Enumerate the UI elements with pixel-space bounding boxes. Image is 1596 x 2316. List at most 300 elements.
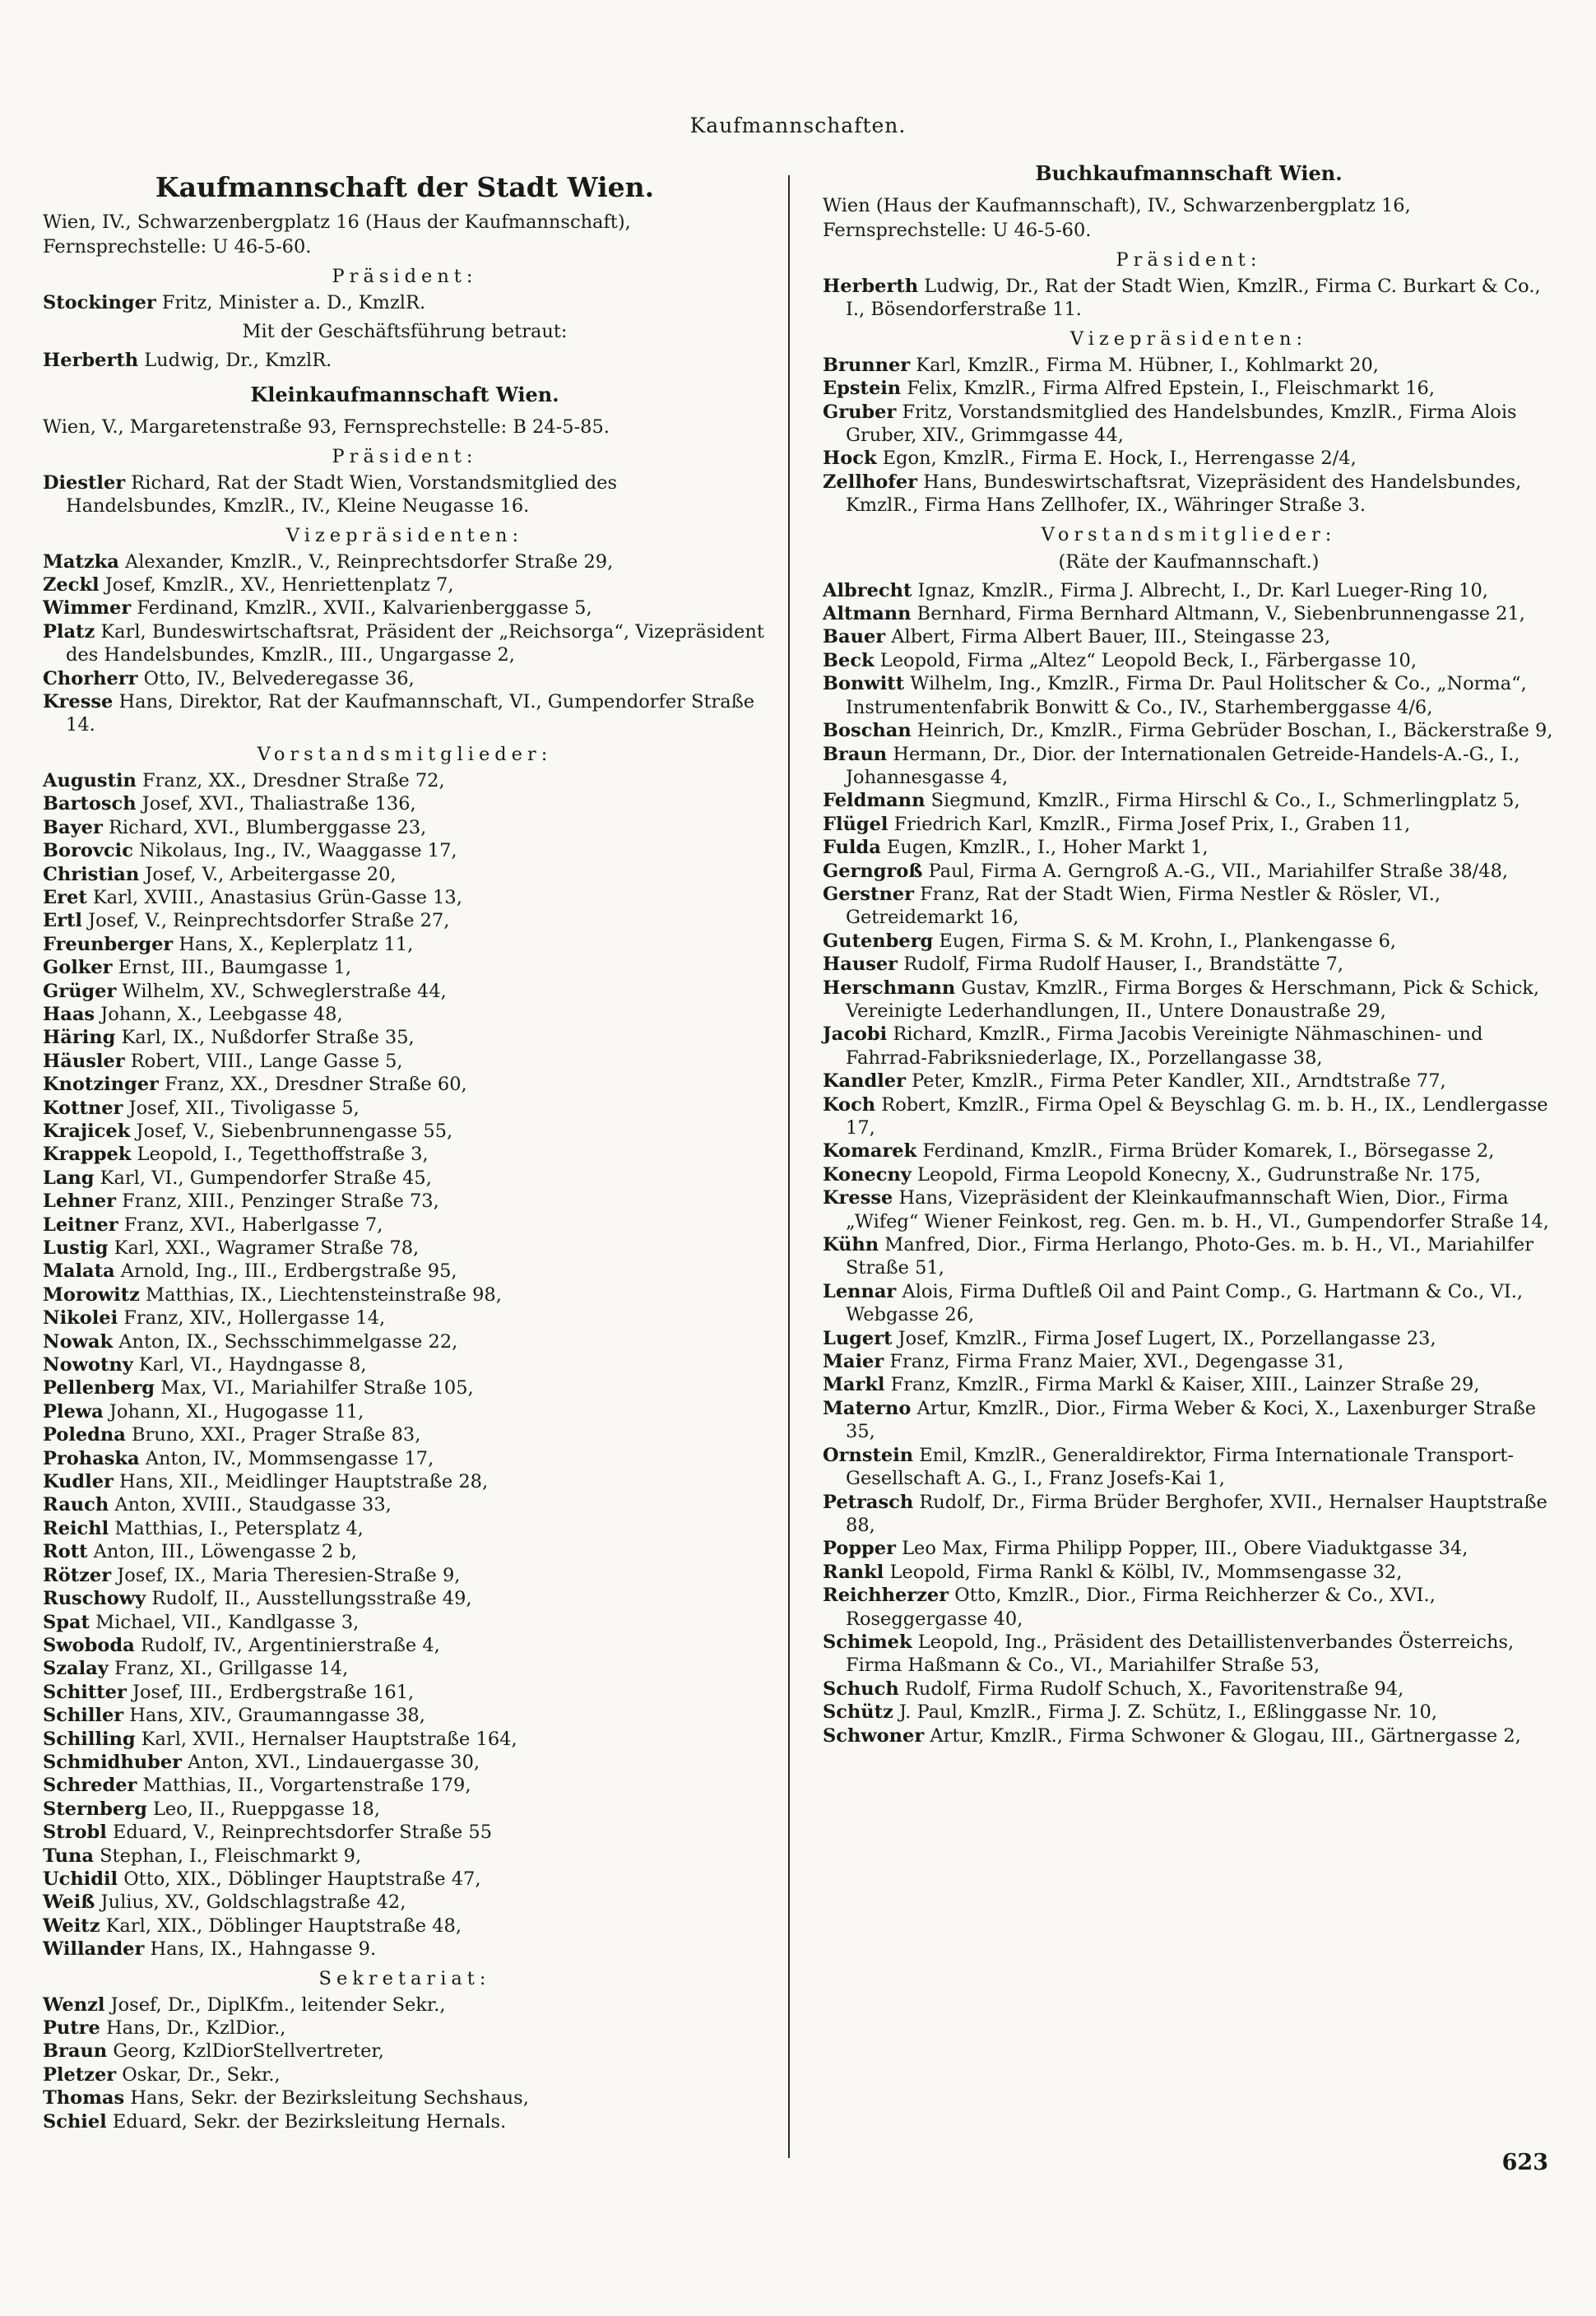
- list-item: [43, 573, 767, 596]
- sekretariat-heading: Sekretariat:: [318, 1967, 491, 1989]
- klein-praesident-heading: Präsident:: [332, 445, 478, 467]
- entry-name: Reichl: [43, 1517, 109, 1539]
- entry-details: Josef, KmzlR., Firma Josef Lugert, IX., Porzellangasse 23,: [892, 1327, 1436, 1349]
- list-item: [823, 930, 1555, 953]
- list-item: [43, 2110, 767, 2133]
- entry-details: Ludwig, Dr., Rat der Stadt Wien, KmzlR., Firma C. Burkart & Co., I., Bösendorferstraße 11.: [846, 276, 1541, 321]
- entry-details: Hans, X., Keplerplatz 11,: [173, 933, 414, 955]
- entry-name: Gruber: [823, 401, 897, 423]
- entry-details: Josef, XVI., Thaliastraße 136,: [136, 793, 416, 815]
- entry-name: Flügel: [823, 813, 888, 835]
- entry-details: Franz, XIII., Penzinger Straße 73,: [116, 1190, 439, 1213]
- list-item: [823, 672, 1555, 719]
- entry-details: Robert, KmzlR., Firma Opel & Beyschlag G. m. b. H., IX., Lendlergasse 17,: [846, 1093, 1548, 1139]
- list-item: [823, 1491, 1555, 1538]
- list-item: [823, 1280, 1555, 1327]
- entry-details: Robert, VIII., Lange Gasse 5,: [124, 1050, 403, 1072]
- entry-details: Karl, IX., Nußdorfer Straße 35,: [115, 1027, 415, 1049]
- entry-name: Haas: [43, 1003, 95, 1025]
- entry-name: Schitter: [43, 1681, 127, 1703]
- left-gf-heading: Mit der Geschäftsführung betraut:: [242, 321, 568, 343]
- entry-name: Spat: [43, 1611, 90, 1633]
- list-item: [43, 1353, 767, 1376]
- entry-details: Hans, XII., Meidlinger Hauptstraße 28,: [113, 1471, 489, 1493]
- entry-name: Malata: [43, 1260, 115, 1283]
- list-item: [43, 1120, 767, 1143]
- entry-details: Eugen, Firma S. & M. Krohn, I., Plankengasse 6,: [933, 930, 1397, 952]
- right-vorstand-list: [823, 579, 1555, 1747]
- entry-details: Hermann, Dr., Dior. der Internationalen Getreide-Handels-A.-G., I., Johannesgasse 4,: [846, 743, 1520, 788]
- entry-name: Golker: [43, 957, 113, 979]
- list-item: [43, 1993, 767, 2017]
- entry-details: Leopold, Firma Rankl & Kölbl, IV., Mommsengasse 32,: [884, 1561, 1403, 1583]
- right-vorstand-heading: Vorstandsmitglieder:: [1041, 523, 1337, 545]
- list-item: [43, 596, 767, 620]
- entry-details: Franz, XI., Grillgasse 14,: [108, 1658, 349, 1680]
- entry-details: Otto, XIX., Döblinger Hauptstraße 47,: [118, 1868, 481, 1890]
- sekretariat-list: [43, 1993, 767, 2133]
- entry-name: Epstein: [823, 378, 902, 400]
- entry-name: Schilling: [43, 1728, 136, 1750]
- entry-name: Gerngroß: [823, 860, 923, 882]
- list-item: [823, 1631, 1555, 1678]
- entry-name: Platz: [43, 620, 95, 643]
- list-item: [823, 860, 1555, 883]
- right-vize-heading: Vizepräsidenten:: [1069, 327, 1308, 350]
- list-item: [823, 1373, 1555, 1396]
- list-item: [823, 977, 1555, 1023]
- list-item: [43, 550, 767, 573]
- entry-name: Schiller: [43, 1705, 124, 1727]
- entry-details: Josef, XII., Tivoligasse 5,: [123, 1097, 360, 1119]
- list-item: [823, 1186, 1555, 1233]
- entry-details: Bernhard, Firma Bernhard Altmann, V., Siebenbrunnengasse 21,: [911, 603, 1525, 625]
- klein-title: Kleinkaufmannschaft Wien.: [250, 382, 559, 406]
- entry-name: Kottner: [43, 1097, 123, 1119]
- entry-details: Hans, XIV., Graumanngasse 38,: [123, 1705, 425, 1727]
- list-item: [43, 620, 767, 667]
- entry-name: Pellenberg: [43, 1377, 155, 1399]
- list-item: [823, 1070, 1555, 1093]
- entry-name: Willander: [43, 1938, 145, 1961]
- list-item: [823, 602, 1555, 625]
- entry-details: Johann, XI., Hugogasse 11,: [103, 1400, 364, 1423]
- list-item: [43, 909, 767, 932]
- entry-details: Josef, V., Arbeitergasse 20,: [139, 863, 397, 885]
- page-number: 623: [1501, 2150, 1548, 2175]
- entry-details: Artur, KmzlR., Dior., Firma Weber & Koci, X., Laxenburger Straße 35,: [846, 1397, 1537, 1443]
- list-item: [43, 886, 767, 909]
- right-praesident-heading: Präsident:: [1116, 249, 1262, 271]
- list-item: [823, 1327, 1555, 1350]
- entry-details: Julius, XV., Goldschlagstraße 42,: [95, 1891, 406, 1914]
- entry-name: Herberth: [43, 350, 139, 372]
- entry-name: Putre: [43, 2017, 100, 2039]
- entry-name: Krajicek: [43, 1120, 131, 1142]
- entry-name: Tuna: [43, 1845, 94, 1867]
- entry-details: Alexander, KmzlR., V., Reinprechtsdorfer Straße 29,: [118, 550, 614, 573]
- entry-details: Alois, Firma Duftleß Oil and Paint Comp., G. Hartmann & Co., VI., Webgasse 26,: [846, 1280, 1524, 1326]
- entry-details: Karl, KmzlR., Firma M. Hübner, I., Kohlmarkt 20,: [910, 354, 1379, 376]
- entry-name: Plewa: [43, 1400, 104, 1423]
- entry-name: Boschan: [823, 720, 912, 742]
- entry-name: Koch: [823, 1093, 876, 1116]
- list-item: [43, 1938, 767, 1961]
- list-item: [43, 1868, 767, 1891]
- entry-details: Karl, XVIII., Anastasius Grün-Gasse 13,: [86, 886, 462, 908]
- entry-name: Ertl: [43, 910, 82, 932]
- entry-name: Schuch: [823, 1678, 899, 1700]
- list-item: [43, 1190, 767, 1213]
- list-item: [823, 401, 1555, 448]
- entry-name: Christian: [43, 863, 140, 885]
- left-title: Kaufmannschaft der Stadt Wien.: [155, 171, 655, 203]
- list-item: [43, 2086, 767, 2109]
- entry-details: Karl, XVII., Hernalser Hauptstraße 164,: [135, 1728, 517, 1750]
- right-title: Buchkaufmannschaft Wien.: [1035, 161, 1343, 185]
- entry-name: Kudler: [43, 1471, 114, 1493]
- entry-name: Rauch: [43, 1494, 109, 1516]
- entry-details: Georg, KzlDiorStellvertreter,: [107, 2040, 384, 2063]
- entry-name: Popper: [823, 1538, 896, 1560]
- entry-details: Max, VI., Mariahilfer Straße 105,: [155, 1377, 474, 1399]
- entry-name: Reichherzer: [823, 1585, 949, 1607]
- entry-details: Franz, XX., Dresdner Straße 72,: [136, 769, 445, 791]
- list-item: [43, 2040, 767, 2063]
- entry-details: Felix, KmzlR., Firma Alfred Epstein, I., Fleischmarkt 16,: [901, 378, 1436, 400]
- left-address: Wien, IV., Schwarzenbergplatz 16 (Haus der Kaufmannschaft), Fernsprechstelle: U 46-5-60.: [43, 211, 631, 258]
- list-item: [43, 1330, 767, 1353]
- list-item: [43, 1073, 767, 1096]
- list-item: [43, 863, 767, 886]
- entry-details: Josef, Dr., DiplKfm., leitender Sekr.,: [104, 1993, 446, 2016]
- entry-details: Ignaz, KmzlR., Firma J. Albrecht, I., Dr. Karl Lueger-Ring 10,: [912, 579, 1488, 601]
- entry-details: Anton, XVIII., Staudgasse 33,: [109, 1494, 392, 1516]
- entry-name: Wenzl: [43, 1993, 105, 2016]
- entry-details: Peter, KmzlR., Firma Peter Kandler, XII., Arndtstraße 77,: [905, 1070, 1446, 1093]
- entry-details: Rudolf, IV., Argentinierstraße 4,: [134, 1634, 440, 1656]
- list-item: [43, 839, 767, 862]
- right-address: Wien (Haus der Kaufmannschaft), IV., Schwarzenbergplatz 16, Fernsprechstelle: U 46-5-60.: [823, 195, 1411, 241]
- list-item: [43, 1611, 767, 1634]
- entry-details: Leo Max, Firma Philipp Popper, III., Obere Viaduktgasse 34,: [895, 1538, 1468, 1560]
- entry-name: Kühn: [823, 1234, 879, 1256]
- entry-details: Josef, KmzlR., XV., Henriettenplatz 7,: [99, 574, 454, 596]
- entry-name: Petrasch: [823, 1491, 914, 1513]
- entry-details: Ferdinand, KmzlR., Firma Brüder Komarek, I., Börsegasse 2,: [916, 1140, 1495, 1163]
- entry-details: Leopold, Firma „Altez“ Leopold Beck, I., Färbergasse 10,: [874, 649, 1417, 671]
- entry-name: Ornstein: [823, 1444, 914, 1466]
- entry-name: Swoboda: [43, 1634, 135, 1656]
- entry-name: Konecny: [823, 1163, 912, 1186]
- list-item: [43, 1821, 767, 1844]
- entry-details: Hans, Vizepräsident der Kleinkaufmannschaft Wien, Dior., Firma „Wifeg“ Wiener Feinkost, reg. Gen. m. b. H., VI., Gumpendorfer Straße 14,: [846, 1187, 1549, 1232]
- entry-details: Siegmund, KmzlR., Firma Hirschl & Co., I., Schmerlingplatz 5,: [925, 790, 1520, 812]
- list-item: [43, 471, 767, 518]
- entry-details: Heinrich, Dr., KmzlR., Firma Gebrüder Boschan, I., Bäckerstraße 9,: [911, 720, 1553, 742]
- entry-details: Friedrich Karl, KmzlR., Firma Josef Prix, I., Graben 11,: [888, 813, 1411, 835]
- list-item: [43, 1587, 767, 1610]
- list-item: [43, 1798, 767, 1821]
- list-item: [823, 789, 1555, 812]
- list-item: [823, 1537, 1555, 1560]
- list-item: [823, 1444, 1555, 1491]
- entry-details: Albert, Firma Albert Bauer, III., Steingasse 23,: [885, 626, 1331, 648]
- entry-details: Fritz, Vorstandsmitglied des Handelsbundes, KmzlR., Firma Alois Gruber, XIV., Grimmgasse 44,: [846, 401, 1517, 447]
- list-item: [43, 792, 767, 815]
- entry-name: Fulda: [823, 837, 881, 859]
- entry-name: Thomas: [43, 2087, 125, 2109]
- list-item: [823, 1397, 1555, 1444]
- entry-name: Diestler: [43, 471, 126, 494]
- left-column: [43, 165, 767, 2133]
- entry-details: Leopold, I., Tegetthoffstraße 3,: [131, 1144, 429, 1166]
- entry-details: Hans, Bundeswirtschaftsrat, Vizepräsident des Handelsbundes, KmzlR., Firma Hans Zellhofer, IX., Währinger Straße 3.: [846, 471, 1522, 517]
- entry-details: Franz, Rat der Stadt Wien, Firma Nestler & Rösler, VI., Getreidemarkt 16,: [846, 883, 1441, 929]
- list-item: [43, 291, 767, 314]
- list-item: [823, 579, 1555, 602]
- entry-name: Brunner: [823, 354, 911, 376]
- list-item: [823, 625, 1555, 648]
- list-item: [43, 1423, 767, 1446]
- list-item: [823, 719, 1555, 742]
- entry-name: Stockinger: [43, 292, 156, 313]
- list-item: [43, 2017, 767, 2040]
- right-praesident-list: [823, 275, 1555, 322]
- entry-name: Eret: [43, 886, 87, 908]
- entry-name: Matzka: [43, 550, 119, 573]
- entry-details: Josef, IX., Maria Theresien-Straße 9,: [111, 1564, 461, 1586]
- entry-details: Bruno, XXI., Prager Straße 83,: [125, 1424, 421, 1446]
- list-item: [823, 743, 1555, 790]
- list-item: [43, 1540, 767, 1563]
- entry-name: Strobl: [43, 1822, 107, 1844]
- list-item: [43, 349, 767, 372]
- list-item: [43, 1050, 767, 1073]
- entry-name: Komarek: [823, 1140, 917, 1163]
- entry-name: Beck: [823, 649, 875, 671]
- entry-details: Nikolaus, Ing., IV., Waaggasse 17,: [132, 840, 457, 862]
- list-item: [43, 1376, 767, 1399]
- entry-details: Rudolf, Firma Rudolf Schuch, X., Favoritenstraße 94,: [898, 1678, 1404, 1700]
- list-item: [43, 1891, 767, 1914]
- entry-name: Poledna: [43, 1424, 126, 1446]
- entry-name: Häring: [43, 1027, 116, 1049]
- entry-name: Prohaska: [43, 1447, 140, 1469]
- entry-details: Arnold, Ing., III., Erdbergstraße 95,: [114, 1260, 457, 1283]
- entry-name: Knotzinger: [43, 1074, 159, 1096]
- list-item: [823, 1233, 1555, 1280]
- column-divider: [788, 175, 790, 2158]
- entry-name: Rott: [43, 1541, 88, 1563]
- list-item: [43, 1260, 767, 1283]
- entry-details: Franz, KmzlR., Firma Markl & Kaiser, XIII., Lainzer Straße 29,: [884, 1374, 1480, 1396]
- entry-name: Lennar: [823, 1280, 897, 1302]
- entry-details: Ludwig, Dr., KmzlR.: [138, 350, 332, 372]
- list-item: [823, 377, 1555, 400]
- entry-details: Karl, VI., Haydngasse 8,: [132, 1354, 367, 1376]
- entry-name: Hauser: [823, 954, 898, 976]
- list-item: [43, 956, 767, 979]
- entry-name: Markl: [823, 1374, 885, 1396]
- entry-details: Rudolf, Dr., Firma Brüder Berghofer, XVII., Hernalser Hauptstraße 88,: [846, 1491, 1547, 1536]
- list-item: [823, 1701, 1555, 1724]
- entry-details: Anton, XVI., Lindauergasse 30,: [182, 1751, 480, 1773]
- entry-name: Ruschowy: [43, 1588, 146, 1610]
- entry-name: Häusler: [43, 1050, 125, 1072]
- list-item: [43, 769, 767, 792]
- right-column: [823, 161, 1555, 1747]
- entry-name: Schwoner: [823, 1724, 925, 1747]
- entry-details: Richard, XVI., Blumberggasse 23,: [102, 816, 427, 838]
- list-item: [43, 1283, 767, 1307]
- list-item: [823, 471, 1555, 518]
- entry-name: Pletzer: [43, 2063, 117, 2086]
- entry-details: Emil, KmzlR., Generaldirektor, Firma Internationale Transport-Gesellschaft A. G., I., Franz Josefs-Kai 1,: [846, 1444, 1515, 1490]
- list-item: [43, 1003, 767, 1026]
- entry-details: Josef, V., Reinprechtsdorfer Straße 27,: [81, 910, 450, 932]
- entry-name: Chorherr: [43, 667, 138, 689]
- entry-details: Franz, XX., Dresdner Straße 60,: [158, 1074, 467, 1096]
- entry-details: Josef, III., Erdbergstraße 161,: [126, 1681, 415, 1703]
- left-vorstand-heading: Vorstandsmitglieder:: [257, 743, 553, 765]
- entry-details: Hans, IX., Hahngasse 9.: [144, 1938, 377, 1961]
- list-item: [43, 980, 767, 1003]
- entry-details: Leopold, Firma Leopold Konecny, X., Gudrunstraße Nr. 175,: [911, 1163, 1482, 1186]
- list-item: [43, 1214, 767, 1237]
- list-item: [823, 1023, 1555, 1070]
- entry-name: Augustin: [43, 769, 137, 791]
- entry-name: Lehner: [43, 1190, 117, 1213]
- entry-name: Bayer: [43, 816, 103, 838]
- entry-details: J. Paul, KmzlR., Firma J. Z. Schütz, I., Eßlinggasse Nr. 10,: [893, 1701, 1438, 1724]
- entry-name: Kresse: [823, 1187, 893, 1209]
- entry-name: Hock: [823, 448, 877, 470]
- list-item: [43, 1728, 767, 1751]
- list-item: [43, 1400, 767, 1423]
- entry-details: Franz, XVI., Haberlgasse 7,: [118, 1214, 383, 1236]
- list-item: [43, 1704, 767, 1727]
- entry-details: Anton, III., Löwengasse 2 b,: [87, 1541, 357, 1563]
- entry-name: Materno: [823, 1397, 912, 1419]
- entry-details: Wilhelm, Ing., KmzlR., Firma Dr. Paul Holitscher & Co., „Norma“, Instrumentenfabrik Bonwitt & Co., IV., Starhemberggasse 4/6,: [846, 673, 1527, 718]
- entry-name: Krappek: [43, 1144, 132, 1166]
- list-item: [823, 275, 1555, 322]
- entry-name: Szalay: [43, 1658, 109, 1680]
- list-item: [43, 1915, 767, 1938]
- entry-details: Eduard, V., Reinprechtsdorfer Straße 55: [106, 1822, 493, 1844]
- entry-name: Rötzer: [43, 1564, 112, 1586]
- list-item: [43, 816, 767, 839]
- list-item: [823, 1678, 1555, 1701]
- entry-details: Michael, VII., Kandlgasse 3,: [89, 1611, 360, 1633]
- entry-details: Fritz, Minister a. D., KmzlR.: [155, 292, 426, 313]
- entry-details: Eduard, Sekr. der Bezirksleitung Hernals.: [106, 2110, 507, 2133]
- list-item: [43, 690, 767, 737]
- list-item: [43, 667, 767, 690]
- entry-name: Bonwitt: [823, 673, 905, 695]
- entry-details: Franz, XIV., Hollergasse 14,: [118, 1307, 386, 1330]
- entry-details: Karl, XXI., Wagramer Straße 78,: [108, 1237, 420, 1259]
- entry-name: Nowak: [43, 1330, 114, 1353]
- entry-name: Herschmann: [823, 977, 956, 999]
- entry-details: Matthias, I., Petersplatz 4,: [109, 1517, 364, 1539]
- entry-name: Bauer: [823, 626, 886, 648]
- left-gf-list: [43, 349, 767, 372]
- entry-details: Manfred, Dior., Firma Herlango, Photo-Ges. m. b. H., VI., Mariahilfer Straße 51,: [846, 1234, 1534, 1279]
- entry-details: Leo, II., Rueppgasse 18,: [146, 1798, 381, 1820]
- entry-name: Rankl: [823, 1561, 884, 1583]
- list-item: [823, 1163, 1555, 1186]
- entry-name: Schütz: [823, 1701, 893, 1724]
- list-item: [823, 447, 1555, 470]
- list-item: [43, 1026, 767, 1049]
- list-item: [823, 1584, 1555, 1631]
- list-item: [43, 1237, 767, 1260]
- list-item: [823, 1561, 1555, 1584]
- entry-details: Matthias, II., Vorgartenstraße 179,: [137, 1775, 471, 1797]
- left-vorstand-list: [43, 769, 767, 1961]
- list-item: [43, 933, 767, 956]
- entry-name: Jacobi: [823, 1023, 888, 1046]
- entry-name: Herberth: [823, 276, 919, 297]
- entry-details: Otto, KmzlR., Dior., Firma Reichherzer & Co., XVI., Roseggergasse 40,: [846, 1585, 1436, 1630]
- entry-name: Freunberger: [43, 933, 174, 955]
- list-item: [43, 1097, 767, 1120]
- list-item: [823, 1350, 1555, 1373]
- list-item: [43, 1845, 767, 1868]
- entry-name: Nikolei: [43, 1307, 118, 1330]
- entry-details: Egon, KmzlR., Firma E. Hock, I., Herrengasse 2/4,: [876, 448, 1357, 470]
- klein-address: Wien, V., Margaretenstraße 93, Fernsprechstelle: B 24-5-85.: [43, 415, 610, 438]
- left-praesident-heading: Präsident:: [332, 266, 478, 287]
- list-item: [823, 836, 1555, 859]
- entry-name: Kandler: [823, 1070, 906, 1093]
- entry-details: Anton, IX., Sechsschimmelgasse 22,: [113, 1330, 458, 1353]
- list-item: [43, 1470, 767, 1493]
- entry-details: Hans, Dr., KzlDior.,: [100, 2017, 286, 2039]
- entry-details: Stephan, I., Fleischmarkt 9,: [93, 1845, 362, 1867]
- entry-name: Feldmann: [823, 790, 926, 812]
- entry-details: Otto, IV., Belvederegasse 36,: [137, 667, 415, 689]
- list-item: [823, 1139, 1555, 1163]
- entry-name: Schmidhuber: [43, 1751, 183, 1773]
- left-vize-list: [43, 550, 767, 737]
- entry-details: Ferdinand, KmzlR., XVII., Kalvarienberggasse 5,: [131, 597, 592, 620]
- left-vize-heading: Vizepräsidenten:: [285, 524, 524, 546]
- entry-name: Lugert: [823, 1327, 893, 1349]
- klein-praesident-list: [43, 471, 767, 518]
- entry-name: Zellhofer: [823, 471, 918, 493]
- list-item: [43, 1657, 767, 1680]
- list-item: [823, 1724, 1555, 1747]
- list-item: [823, 813, 1555, 836]
- entry-name: Zeckl: [43, 574, 100, 596]
- list-item: [43, 2063, 767, 2086]
- entry-name: Weiß: [43, 1891, 95, 1914]
- list-item: [43, 1447, 767, 1470]
- running-head: Kaufmannschaften.: [689, 114, 907, 137]
- entry-details: Karl, XIX., Döblinger Hauptstraße 48,: [100, 1915, 462, 1937]
- entry-details: Leopold, Ing., Präsident des Detaillistenverbandes Österreichs, Firma Haßmann & Co., VI., Mariahilfer Straße 53,: [846, 1631, 1515, 1677]
- entry-details: Artur, KmzlR., Firma Schwoner & Glogau, III., Gärtnergasse 2,: [924, 1724, 1521, 1747]
- list-item: [43, 1167, 767, 1190]
- list-item: [823, 354, 1555, 377]
- entry-details: Eugen, KmzlR., I., Hoher Markt 1,: [880, 837, 1209, 859]
- entry-details: Josef, V., Siebenbrunnengasse 55,: [130, 1120, 453, 1142]
- entry-name: Lustig: [43, 1237, 109, 1259]
- entry-name: Weitz: [43, 1915, 100, 1937]
